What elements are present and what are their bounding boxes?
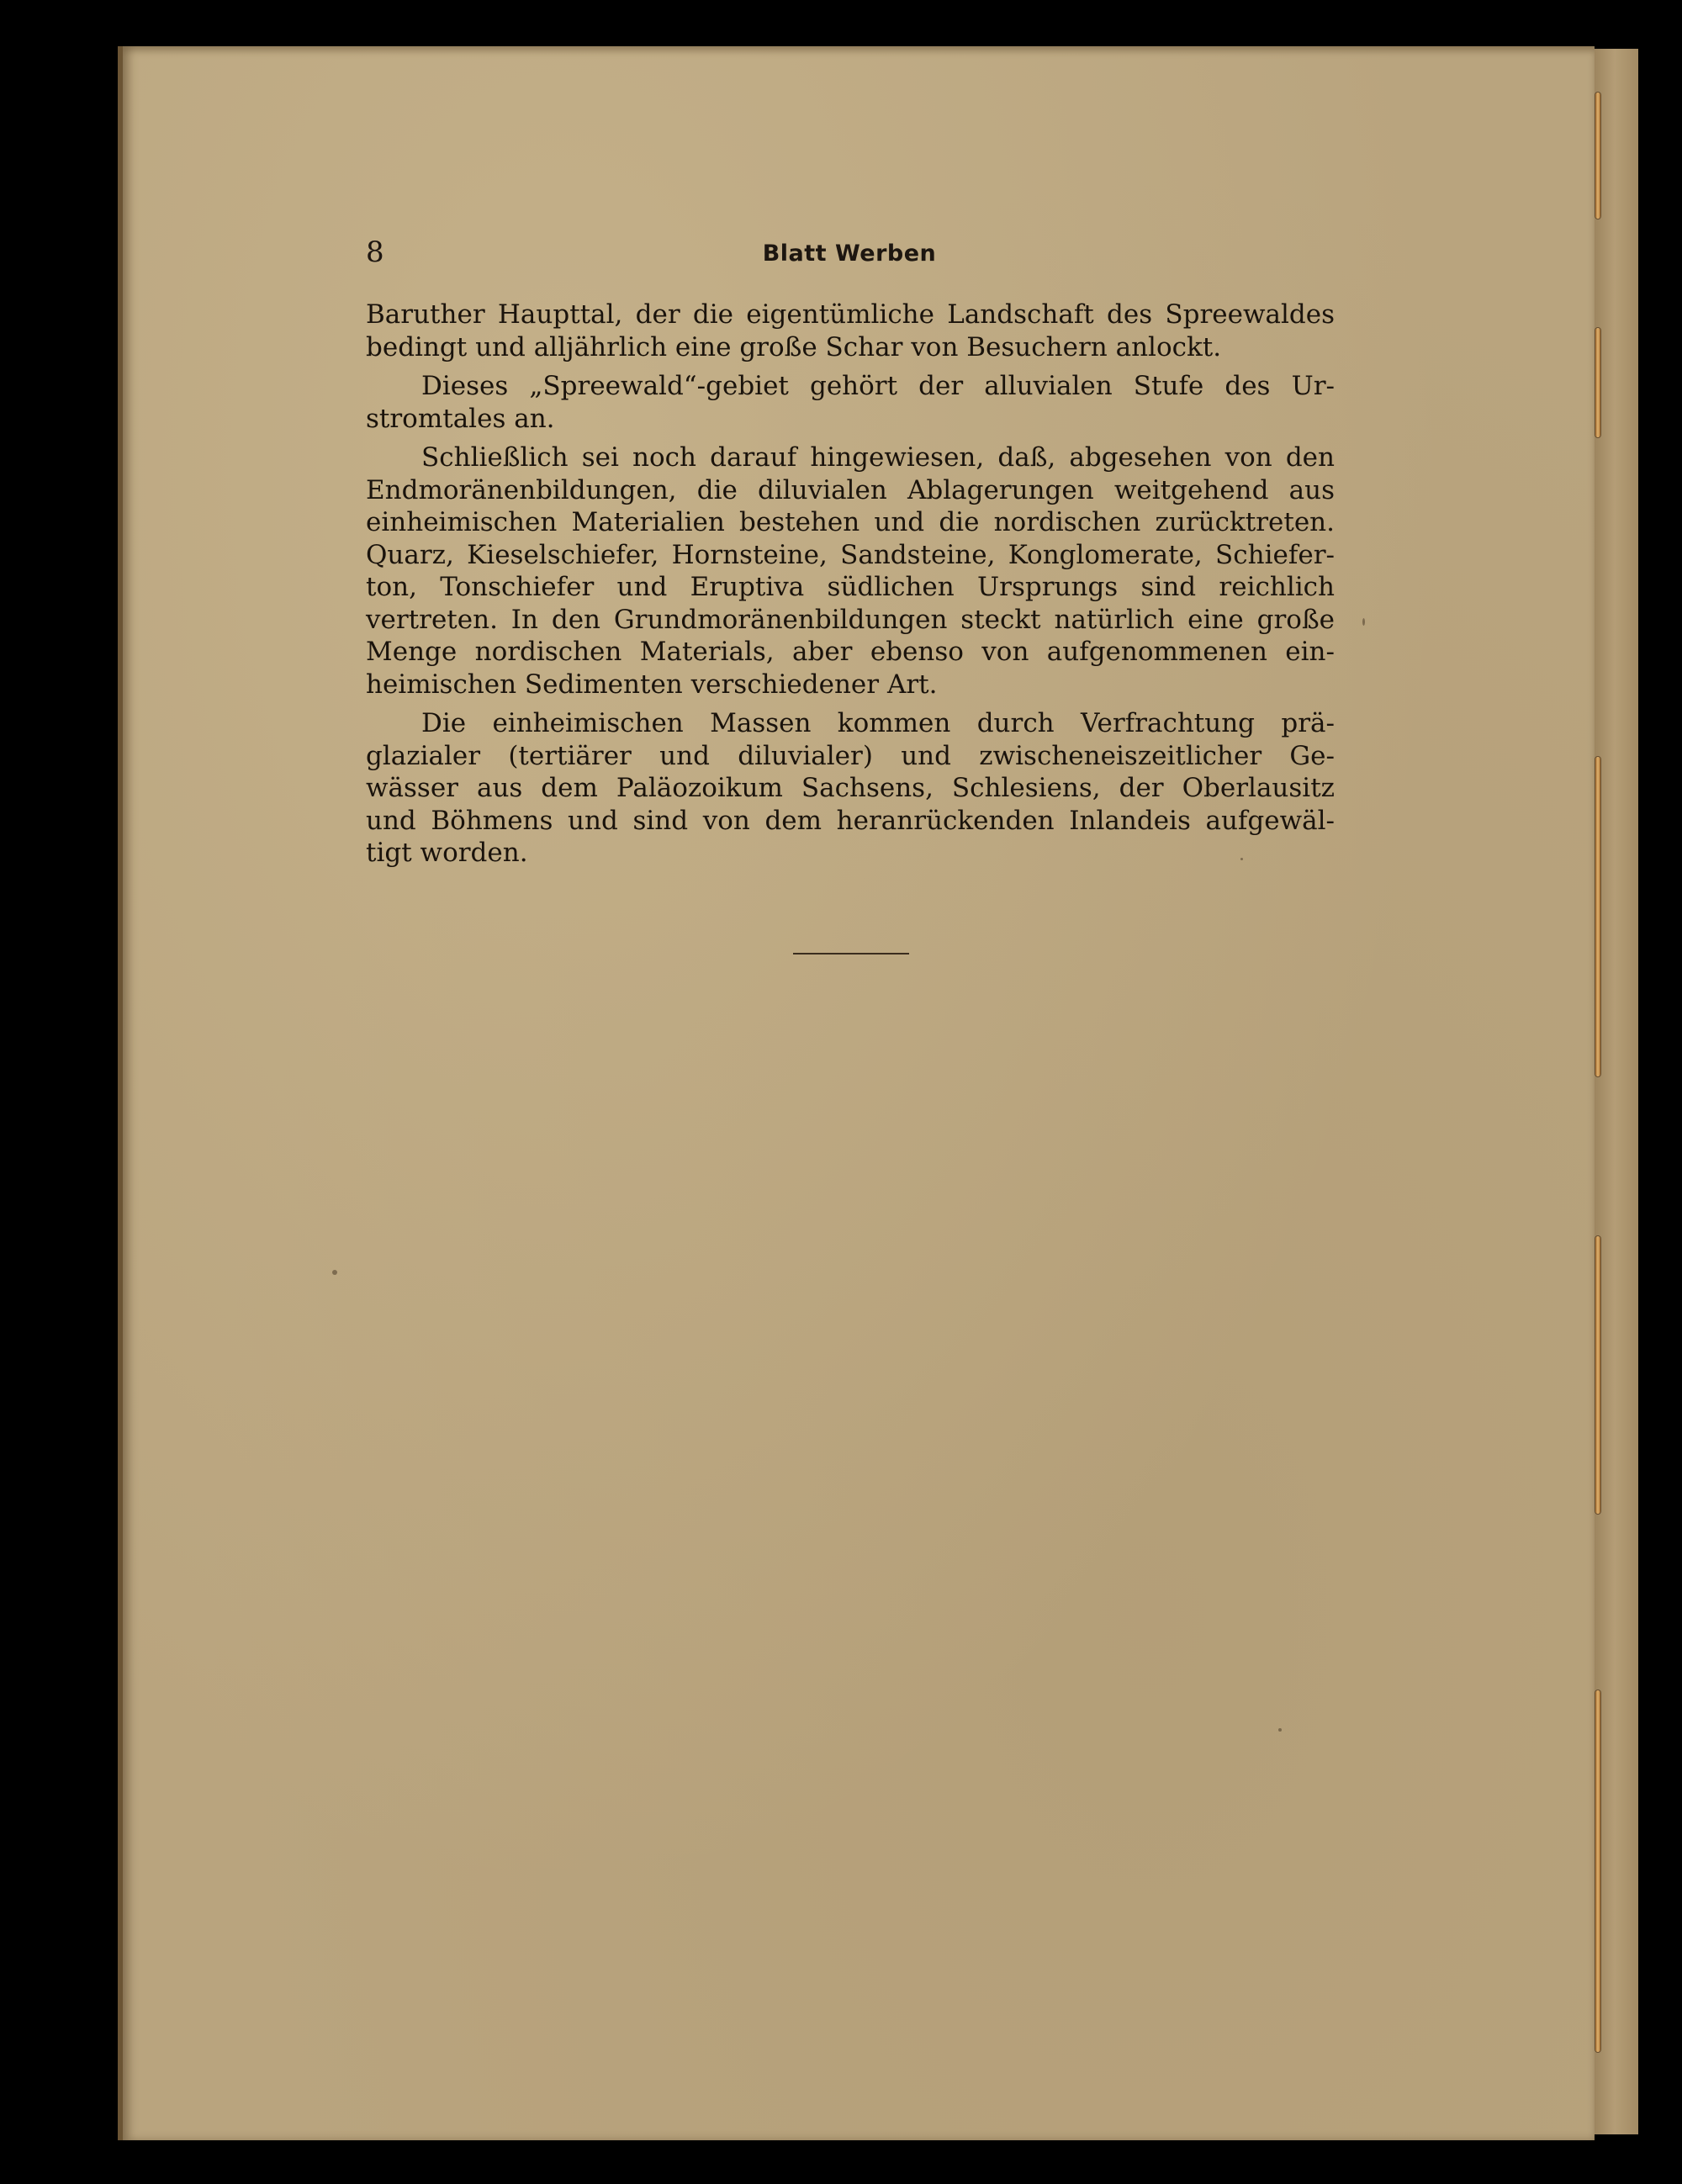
text-line: und Böhmens und sind von dem heranrückenden Inlandeis aufgewäl- — [366, 805, 1335, 836]
text-line: einheimischen Materialien bestehen und die nordischen zurücktreten. — [366, 507, 1335, 537]
text-line: glazialer (tertiärer und diluvialer) und zwischeneiszeitlicher Ge- — [366, 740, 1335, 771]
page-number: 8 — [366, 235, 384, 269]
binding-stitch — [1595, 93, 1600, 219]
text-line: wässer aus dem Paläozoikum Sachsens, Schlesiens, der Oberlausitz — [366, 773, 1335, 803]
text-line: vertreten. In den Grundmoränenbildungen steckt natürlich eine große — [366, 604, 1335, 635]
text-line: Menge nordischen Materials, aber ebenso von aufgenommenen ein- — [366, 637, 1335, 667]
binding-stitch — [1595, 757, 1600, 1076]
text-line: bedingt und alljährlich eine große Schar von Besuchern anlockt. — [366, 331, 1222, 362]
paragraph-2 — [366, 370, 1335, 435]
paragraph-1 — [366, 299, 1335, 363]
paper-speck — [1240, 858, 1243, 860]
end-rule — [793, 953, 909, 955]
text-line: ton, Tonschiefer und Eruptiva südlichen Ursprungs sind reichlich — [366, 572, 1335, 602]
binding-stitch — [1595, 1690, 1600, 2052]
body-text — [366, 299, 1335, 876]
text-line: stromtales an. — [366, 403, 555, 434]
text-line: Quarz, Kieselschiefer, Hornsteine, Sandsteine, Konglomerate, Schiefer- — [366, 539, 1335, 570]
text-line: Baruther Haupttal, der die eigentümliche Landschaft des Spreewaldes — [366, 299, 1335, 330]
running-head — [366, 235, 1333, 269]
paragraph-3 — [366, 442, 1335, 701]
paper-speck — [1278, 1728, 1282, 1732]
text-line: tigt worden. — [366, 838, 528, 868]
running-head-title: Blatt Werben — [762, 241, 937, 267]
text-line: Die einheimischen Massen kommen durch Verfrachtung prä- — [421, 708, 1335, 738]
paper-speck — [332, 1270, 337, 1275]
paper-speck — [1362, 618, 1365, 626]
binding-stitch — [1595, 328, 1600, 437]
text-line: Endmoränenbildungen, die diluvialen Ablagerungen weitgehend aus — [366, 474, 1335, 505]
text-line: heimischen Sedimenten verschiedener Art. — [366, 669, 938, 700]
text-line: Dieses „Spreewald“-gebiet gehört der alluvialen Stufe des Ur- — [421, 371, 1335, 401]
text-line: Schließlich sei noch darauf hingewiesen, daß, abgesehen von den — [421, 442, 1335, 473]
binding-stitch — [1595, 1236, 1600, 1514]
paragraph-4 — [366, 707, 1335, 870]
